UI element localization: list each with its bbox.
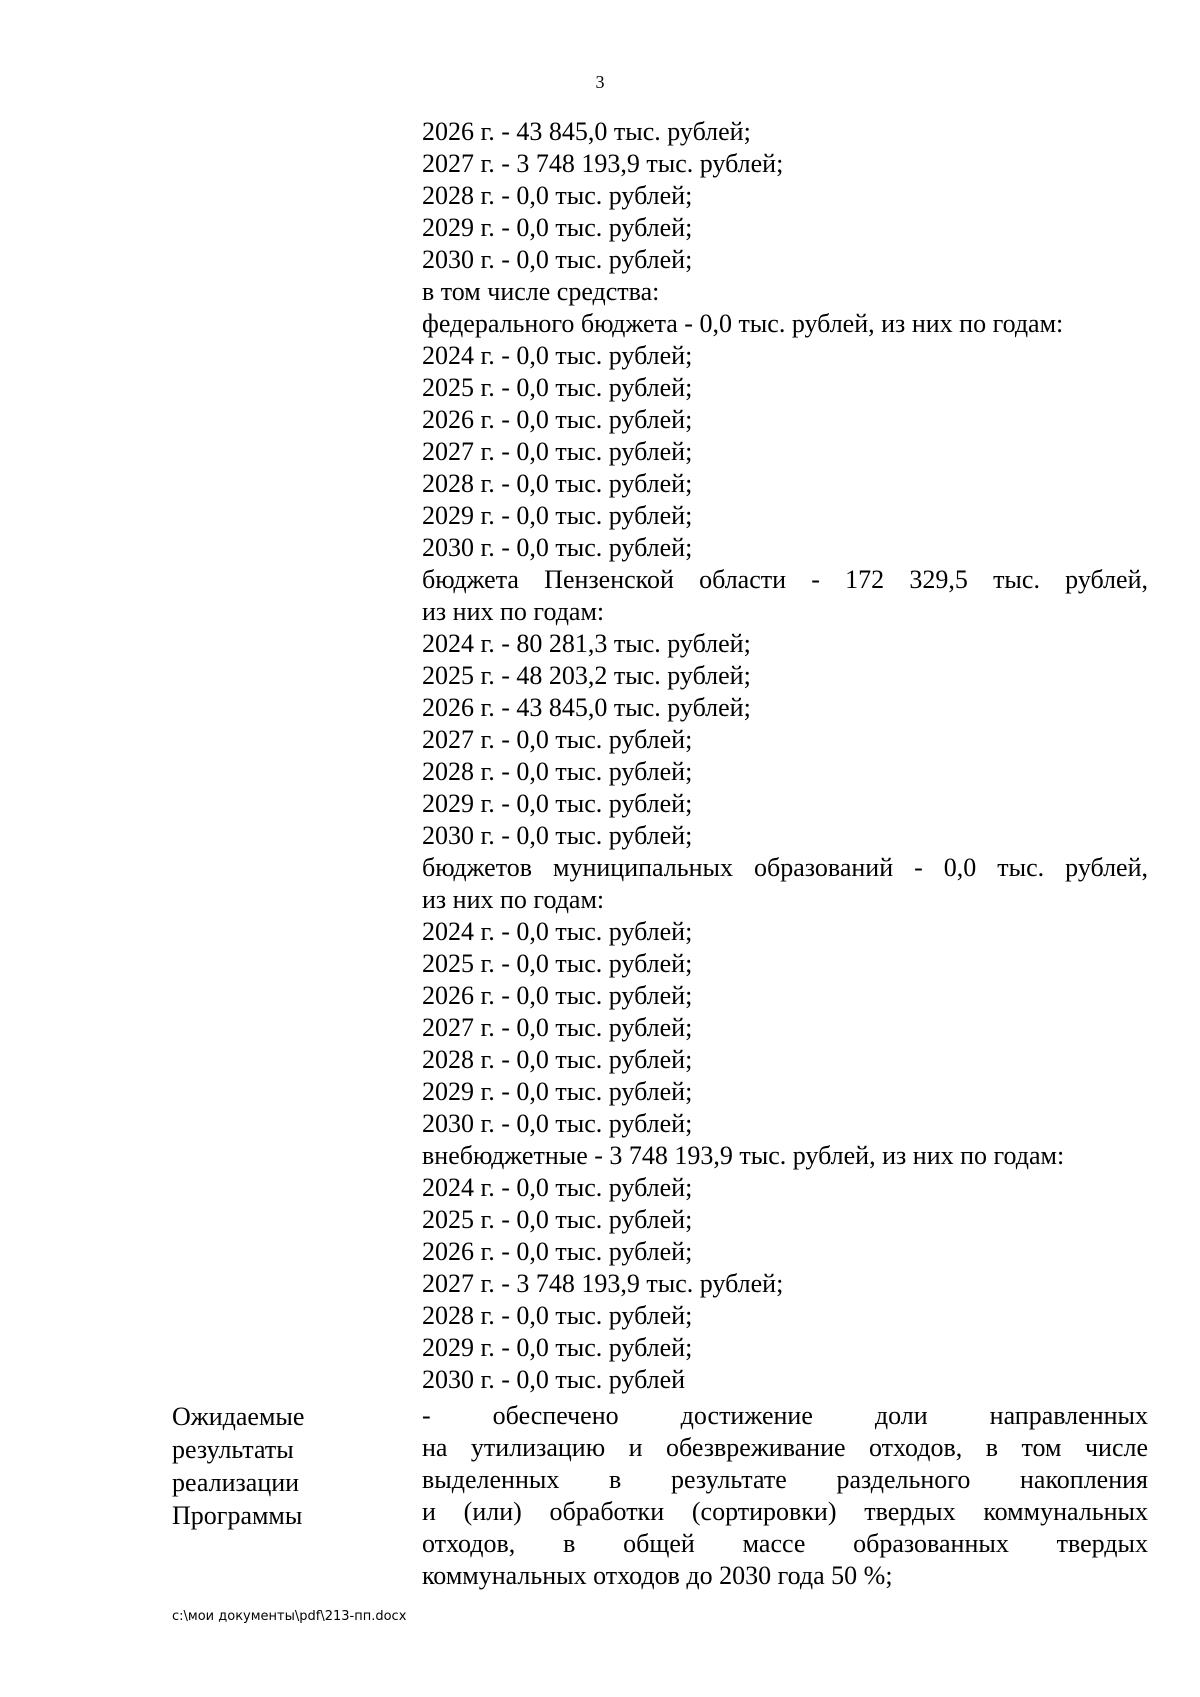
funding-line: 2025 г. - 0,0 тыс. рублей; (422, 373, 693, 402)
funding-line: 2026 г. - 43 845,0 тыс. рублей; (422, 693, 751, 722)
funding-line: 2026 г. - 43 845,0 тыс. рублей; (422, 117, 751, 146)
result-line: на утилизацию и обезвреживание отходов, в том числе (422, 1433, 1148, 1462)
funding-line: 2024 г. - 0,0 тыс. рублей; (422, 341, 693, 370)
page-number: 3 (595, 72, 605, 92)
funding-line: 2030 г. - 0,0 тыс. рублей; (422, 533, 693, 562)
result-line: - обеспечено достижение доли направленных (422, 1401, 1148, 1430)
result-line: коммунальных отходов до 2030 года 50 %; (422, 1561, 893, 1590)
label-line: результаты (172, 1435, 294, 1464)
funding-line: 2027 г. - 0,0 тыс. рублей; (422, 725, 693, 754)
funding-line: 2027 г. - 0,0 тыс. рублей; (422, 437, 693, 466)
funding-line: 2025 г. - 0,0 тыс. рублей; (422, 1205, 693, 1234)
funding-line: 2025 г. - 48 203,2 тыс. рублей; (422, 661, 751, 690)
funding-line: 2024 г. - 0,0 тыс. рублей; (422, 1173, 693, 1202)
funding-line: 2027 г. - 3 748 193,9 тыс. рублей; (422, 1269, 784, 1298)
result-line: и (или) обработки (сортировки) твердых коммунальных (422, 1497, 1148, 1526)
expected-results-text (422, 1400, 1148, 1592)
funding-line: бюджета Пензенской области - 172 329,5 тыс. рублей, (422, 565, 1148, 594)
label-line: Ожидаемые (172, 1402, 305, 1431)
funding-line: в том числе средства: (422, 277, 660, 306)
funding-line: 2027 г. - 3 748 193,9 тыс. рублей; (422, 149, 784, 178)
funding-line: 2026 г. - 0,0 тыс. рублей; (422, 1237, 693, 1266)
file-path-footer: c:\мои документы\pdf\213-пп.docx (172, 1609, 407, 1624)
funding-line: 2025 г. - 0,0 тыс. рублей; (422, 949, 693, 978)
funding-line: из них по годам: (422, 885, 605, 914)
funding-line: федерального бюджета - 0,0 тыс. рублей, из них по годам: (422, 309, 1064, 338)
funding-line: 2029 г. - 0,0 тыс. рублей; (422, 213, 693, 242)
label-line: Программы (172, 1501, 303, 1530)
funding-section (422, 116, 1148, 1396)
funding-line: 2024 г. - 0,0 тыс. рублей; (422, 917, 693, 946)
funding-line: 2026 г. - 0,0 тыс. рублей; (422, 405, 693, 434)
funding-line: 2030 г. - 0,0 тыс. рублей; (422, 1109, 693, 1138)
funding-line: 2028 г. - 0,0 тыс. рублей; (422, 469, 693, 498)
funding-line: 2030 г. - 0,0 тыс. рублей; (422, 821, 693, 850)
label-line: реализации (172, 1468, 300, 1497)
funding-line: из них по годам: (422, 597, 605, 626)
expected-results-label (172, 1400, 402, 1532)
funding-line: внебюджетные - 3 748 193,9 тыс. рублей, из них по годам: (422, 1141, 1065, 1170)
funding-line: 2024 г. - 80 281,3 тыс. рублей; (422, 629, 751, 658)
funding-line: 2029 г. - 0,0 тыс. рублей; (422, 789, 693, 818)
funding-line: бюджетов муниципальных образований - 0,0 тыс. рублей, (422, 853, 1148, 882)
funding-line: 2029 г. - 0,0 тыс. рублей; (422, 1333, 693, 1362)
funding-line: 2029 г. - 0,0 тыс. рублей; (422, 1077, 693, 1106)
result-line: выделенных в результате раздельного накопления (422, 1465, 1148, 1494)
funding-line: 2028 г. - 0,0 тыс. рублей; (422, 1045, 693, 1074)
funding-line: 2028 г. - 0,0 тыс. рублей; (422, 181, 693, 210)
funding-line: 2026 г. - 0,0 тыс. рублей; (422, 981, 693, 1010)
funding-line: 2028 г. - 0,0 тыс. рублей; (422, 757, 693, 786)
funding-line: 2028 г. - 0,0 тыс. рублей; (422, 1301, 693, 1330)
funding-line: 2030 г. - 0,0 тыс. рублей; (422, 245, 693, 274)
funding-line: 2027 г. - 0,0 тыс. рублей; (422, 1013, 693, 1042)
funding-line: 2029 г. - 0,0 тыс. рублей; (422, 501, 693, 530)
result-line: отходов, в общей массе образованных твердых (422, 1529, 1148, 1558)
funding-line: 2030 г. - 0,0 тыс. рублей (422, 1365, 686, 1394)
